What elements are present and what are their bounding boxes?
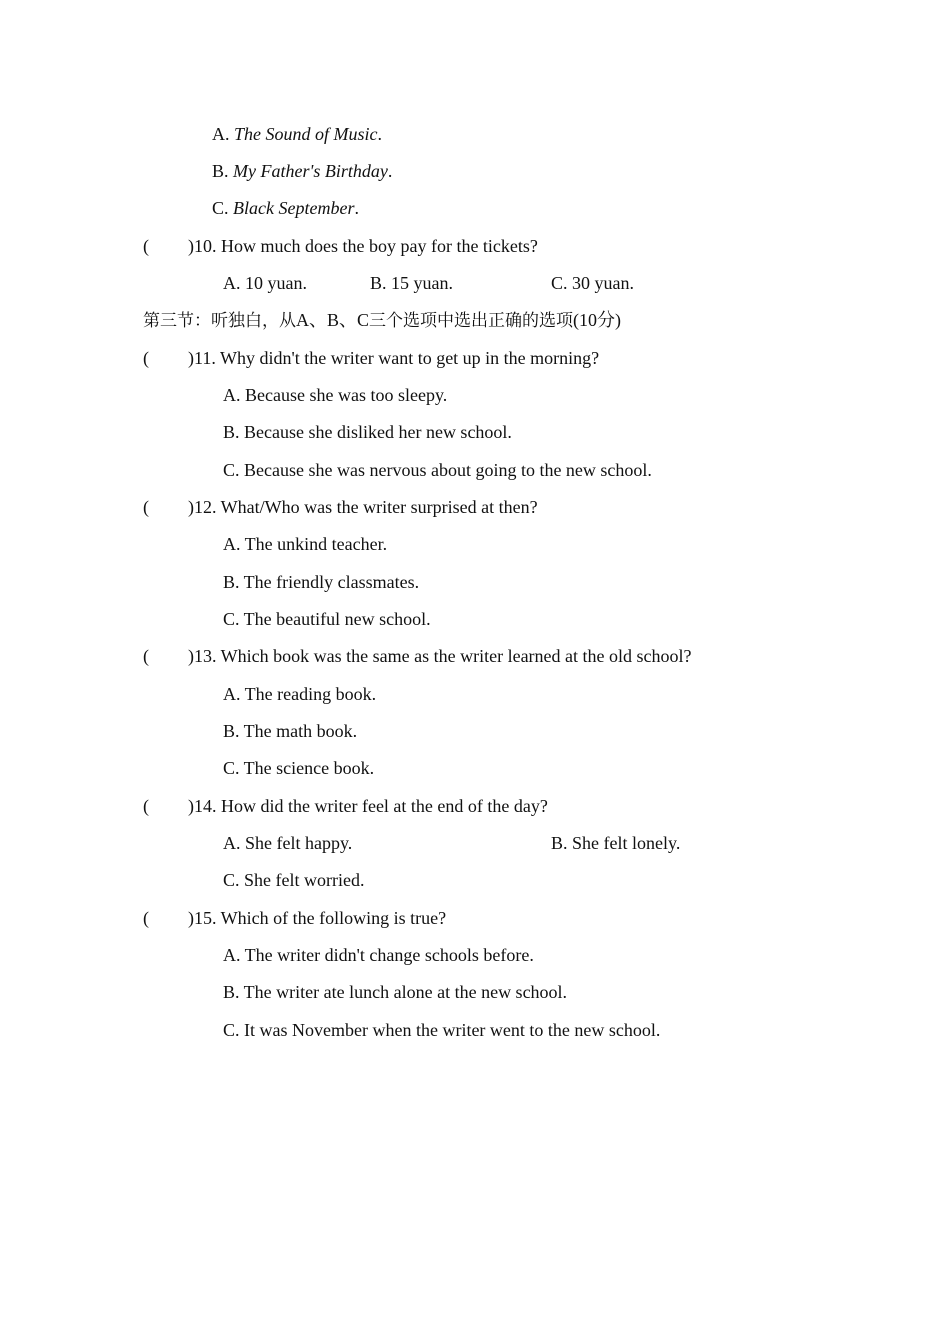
answer-blank[interactable]: (: [143, 908, 149, 928]
option-letter: B.: [212, 161, 234, 181]
option-letter: C.: [212, 198, 234, 218]
answer-blank[interactable]: (: [143, 646, 149, 666]
question-text: )10. How much does the boy pay for the tickets?: [188, 236, 538, 256]
question-13: [143, 644, 692, 668]
answer-blank[interactable]: (: [143, 236, 149, 256]
q13-option-a: A. The reading book.: [223, 684, 377, 704]
q15-option-b: B. The writer ate lunch alone at the new school.: [223, 982, 568, 1002]
question-text: )13. Which book was the same as the writer learned at the old school?: [188, 646, 692, 666]
question-12: [143, 495, 538, 519]
movie-title: Black September: [233, 198, 355, 218]
answer-blank[interactable]: (: [143, 796, 149, 816]
q13-option-b: B. The math book.: [223, 721, 358, 741]
q11-option-c: C. Because she was nervous about going to the new school.: [223, 460, 652, 480]
option-letter: A.: [212, 124, 234, 144]
q10-option-b: B. 15 yuan.: [370, 273, 453, 293]
q12-option-a: A. The unkind teacher.: [223, 534, 388, 554]
movie-title: My Father's Birthday: [233, 161, 388, 181]
question-text: )15. Which of the following is true?: [188, 908, 447, 928]
answer-blank[interactable]: (: [143, 497, 149, 517]
q9-option-c: C. Black September.: [212, 198, 359, 218]
q14-option-b: B. She felt lonely.: [551, 833, 681, 853]
question-text: )14. How did the writer feel at the end of the day?: [188, 796, 548, 816]
q9-option-a: A. The Sound of Music.: [212, 124, 382, 144]
question-text: )12. What/Who was the writer surprised at then?: [188, 497, 538, 517]
q14-option-c: C. She felt worried.: [223, 870, 365, 890]
movie-title: The Sound of Music: [234, 124, 378, 144]
section-3-heading: 第三节：听独白，从A、B、C三个选项中选出正确的选项(10分): [143, 310, 622, 331]
question-11: [143, 346, 599, 370]
q15-option-c: C. It was November when the writer went to the new school.: [223, 1020, 661, 1040]
question-14: [143, 794, 548, 818]
q13-option-c: C. The science book.: [223, 758, 375, 778]
answer-blank[interactable]: (: [143, 348, 149, 368]
q10-option-a: A. 10 yuan.: [223, 273, 307, 293]
question-10: [143, 234, 538, 258]
question-15: [143, 906, 446, 930]
q10-option-c: C. 30 yuan.: [551, 273, 634, 293]
q12-option-c: C. The beautiful new school.: [223, 609, 431, 629]
question-text: )11. Why didn't the writer want to get up in the morning?: [188, 348, 600, 368]
q14-option-a: A. She felt happy.: [223, 833, 353, 853]
q11-option-a: A. Because she was too sleepy.: [223, 385, 448, 405]
q15-option-a: A. The writer didn't change schools before.: [223, 945, 534, 965]
q9-option-b: B. My Father's Birthday.: [212, 161, 393, 181]
q12-option-b: B. The friendly classmates.: [223, 572, 420, 592]
q11-option-b: B. Because she disliked her new school.: [223, 422, 512, 442]
